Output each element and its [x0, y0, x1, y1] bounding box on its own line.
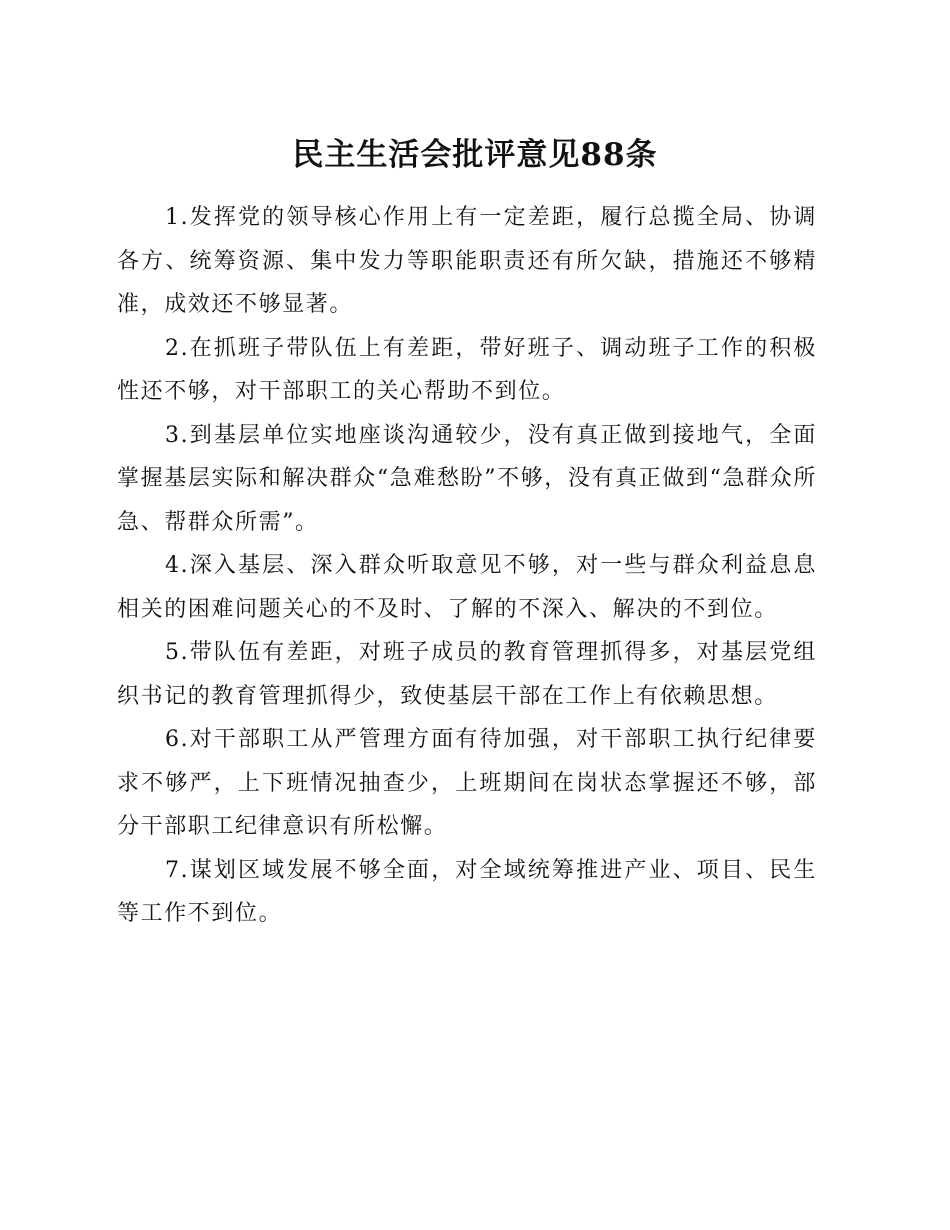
paragraph-3: 3.到基层单位实地座谈沟通较少，没有真正做到接地气，全面掌握基层实际和解决群众“急难愁盼”不够，没有真正做到“急群众所急、帮群众所需”。	[117, 422, 817, 535]
paragraph-4: 4.深入基层、深入群众听取意见不够，对一些与群众利益息息相关的困难问题关心的不及时、了解的不深入、解决的不到位。	[117, 553, 817, 622]
document-body	[117, 196, 817, 936]
paragraph-1: 1.发挥党的领导核心作用上有一定差距，履行总揽全局、协调各方、统筹资源、集中发力等职能职责还有所欠缺，措施还不够精准，成效还不够显著。	[117, 205, 817, 317]
paragraph-7: 7.谋划区域发展不够全面，对全域统筹推进产业、项目、民生等工作不到位。	[117, 857, 817, 926]
paragraph-6: 6.对干部职工从严管理方面有待加强，对干部职工执行纪律要求不够严，上下班情况抽查少，上班期间在岗状态掌握还不够，部分干部职工纪律意识有所松懈。	[117, 727, 817, 839]
document-title: 民主生活会批评意见88条	[292, 137, 658, 173]
paragraph-2: 2.在抓班子带队伍上有差距，带好班子、调动班子工作的积极性还不够，对干部职工的关心帮助不到位。	[117, 335, 817, 404]
paragraph-5: 5.带队伍有差距，对班子成员的教育管理抓得多，对基层党组织书记的教育管理抓得少，致使基层干部在工作上有依赖思想。	[117, 640, 817, 709]
